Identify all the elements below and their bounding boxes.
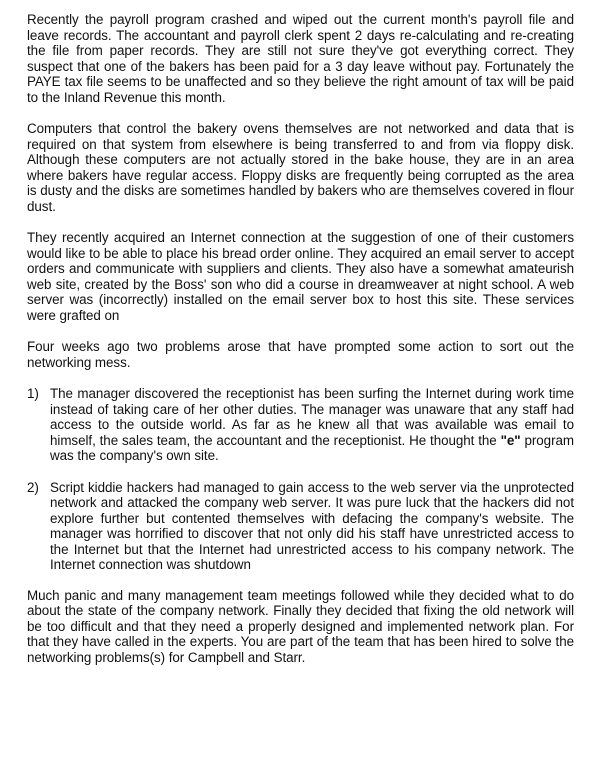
list-item [27, 480, 574, 573]
paragraph-closing: Much panic and many management team meetings followed while they decided what to do about the state of the company network. Finally they decided that fixing the old network will be too difficult and that they need a properly designed and implemented network plan. For that they have called in the experts. You are part of the team that has been hired to solve the networking problems(s) for Campbell and Starr. [27, 587, 574, 665]
problem-list [27, 386, 574, 573]
document-page [27, 12, 574, 681]
list-text-before: The manager discovered the receptionist has been surfing the Internet during work time instead of taking care of her other duties. The manager was unaware that any staff had access to the outside world. As far as he knew all that was available was email to himself, the sales team, the accountant and the receptionist. He thought the [50, 386, 574, 448]
list-number: 1) [27, 386, 39, 401]
list-item-text [50, 386, 574, 464]
paragraph-bakery-ovens: Computers that control the bakery ovens themselves are not networked and data that is required on that system from elsewhere is being transferred to and from via floppy disk. Although these computers are not actually stored in the bake house, they are in an area where bakers have regular access. Floppy disks are frequently being corrupted as the area is dusty and the disks are sometimes handled by bakers who are themselves covered in flour dust. [27, 121, 574, 214]
list-text-emphasis: "e" [500, 432, 521, 448]
paragraph-payroll-crash: Recently the payroll program crashed and wiped out the current month's payroll file and leave records. The accountant and payroll clerk spent 2 days re-calculating and re-creating the file from paper records. They are still not sure they've got everything correct. They suspect that one of the bakers has been paid for a 3 day leave without pay. Fortunately the PAYE tax file seems to be unaffected and so they believe the right amount of tax will be paid to the Inland Revenue this month. [27, 12, 574, 105]
list-text-after: program was the company's own site. [50, 432, 574, 463]
list-number: 2) [27, 479, 39, 495]
list-item [27, 386, 574, 464]
list-item-text: Script kiddie hackers had managed to gain access to the web server via the unprotected network and attacked the company web server. It was pure luck that the hackers did not explore further but contented themselves with defacing the company's website. The manager was horrified to discover that not only did his staff have unrestricted access to the Internet but that the Internet had unrestricted access to his company network. The Internet connection was shutdown [50, 479, 574, 572]
paragraph-two-problems: Four weeks ago two problems arose that have prompted some action to sort out the networking mess. [27, 339, 574, 370]
paragraph-internet-connection: They recently acquired an Internet connection at the suggestion of one of their customers would like to be able to place his bread order online. They acquired an email server to accept orders and communicate with suppliers and clients. They also have a somewhat amateurish web site, created by the Boss' son who did a course in dreamweaver at night school. A web server was (incorrectly) installed on the email server box to host this site. These services were grafted on [27, 230, 574, 323]
